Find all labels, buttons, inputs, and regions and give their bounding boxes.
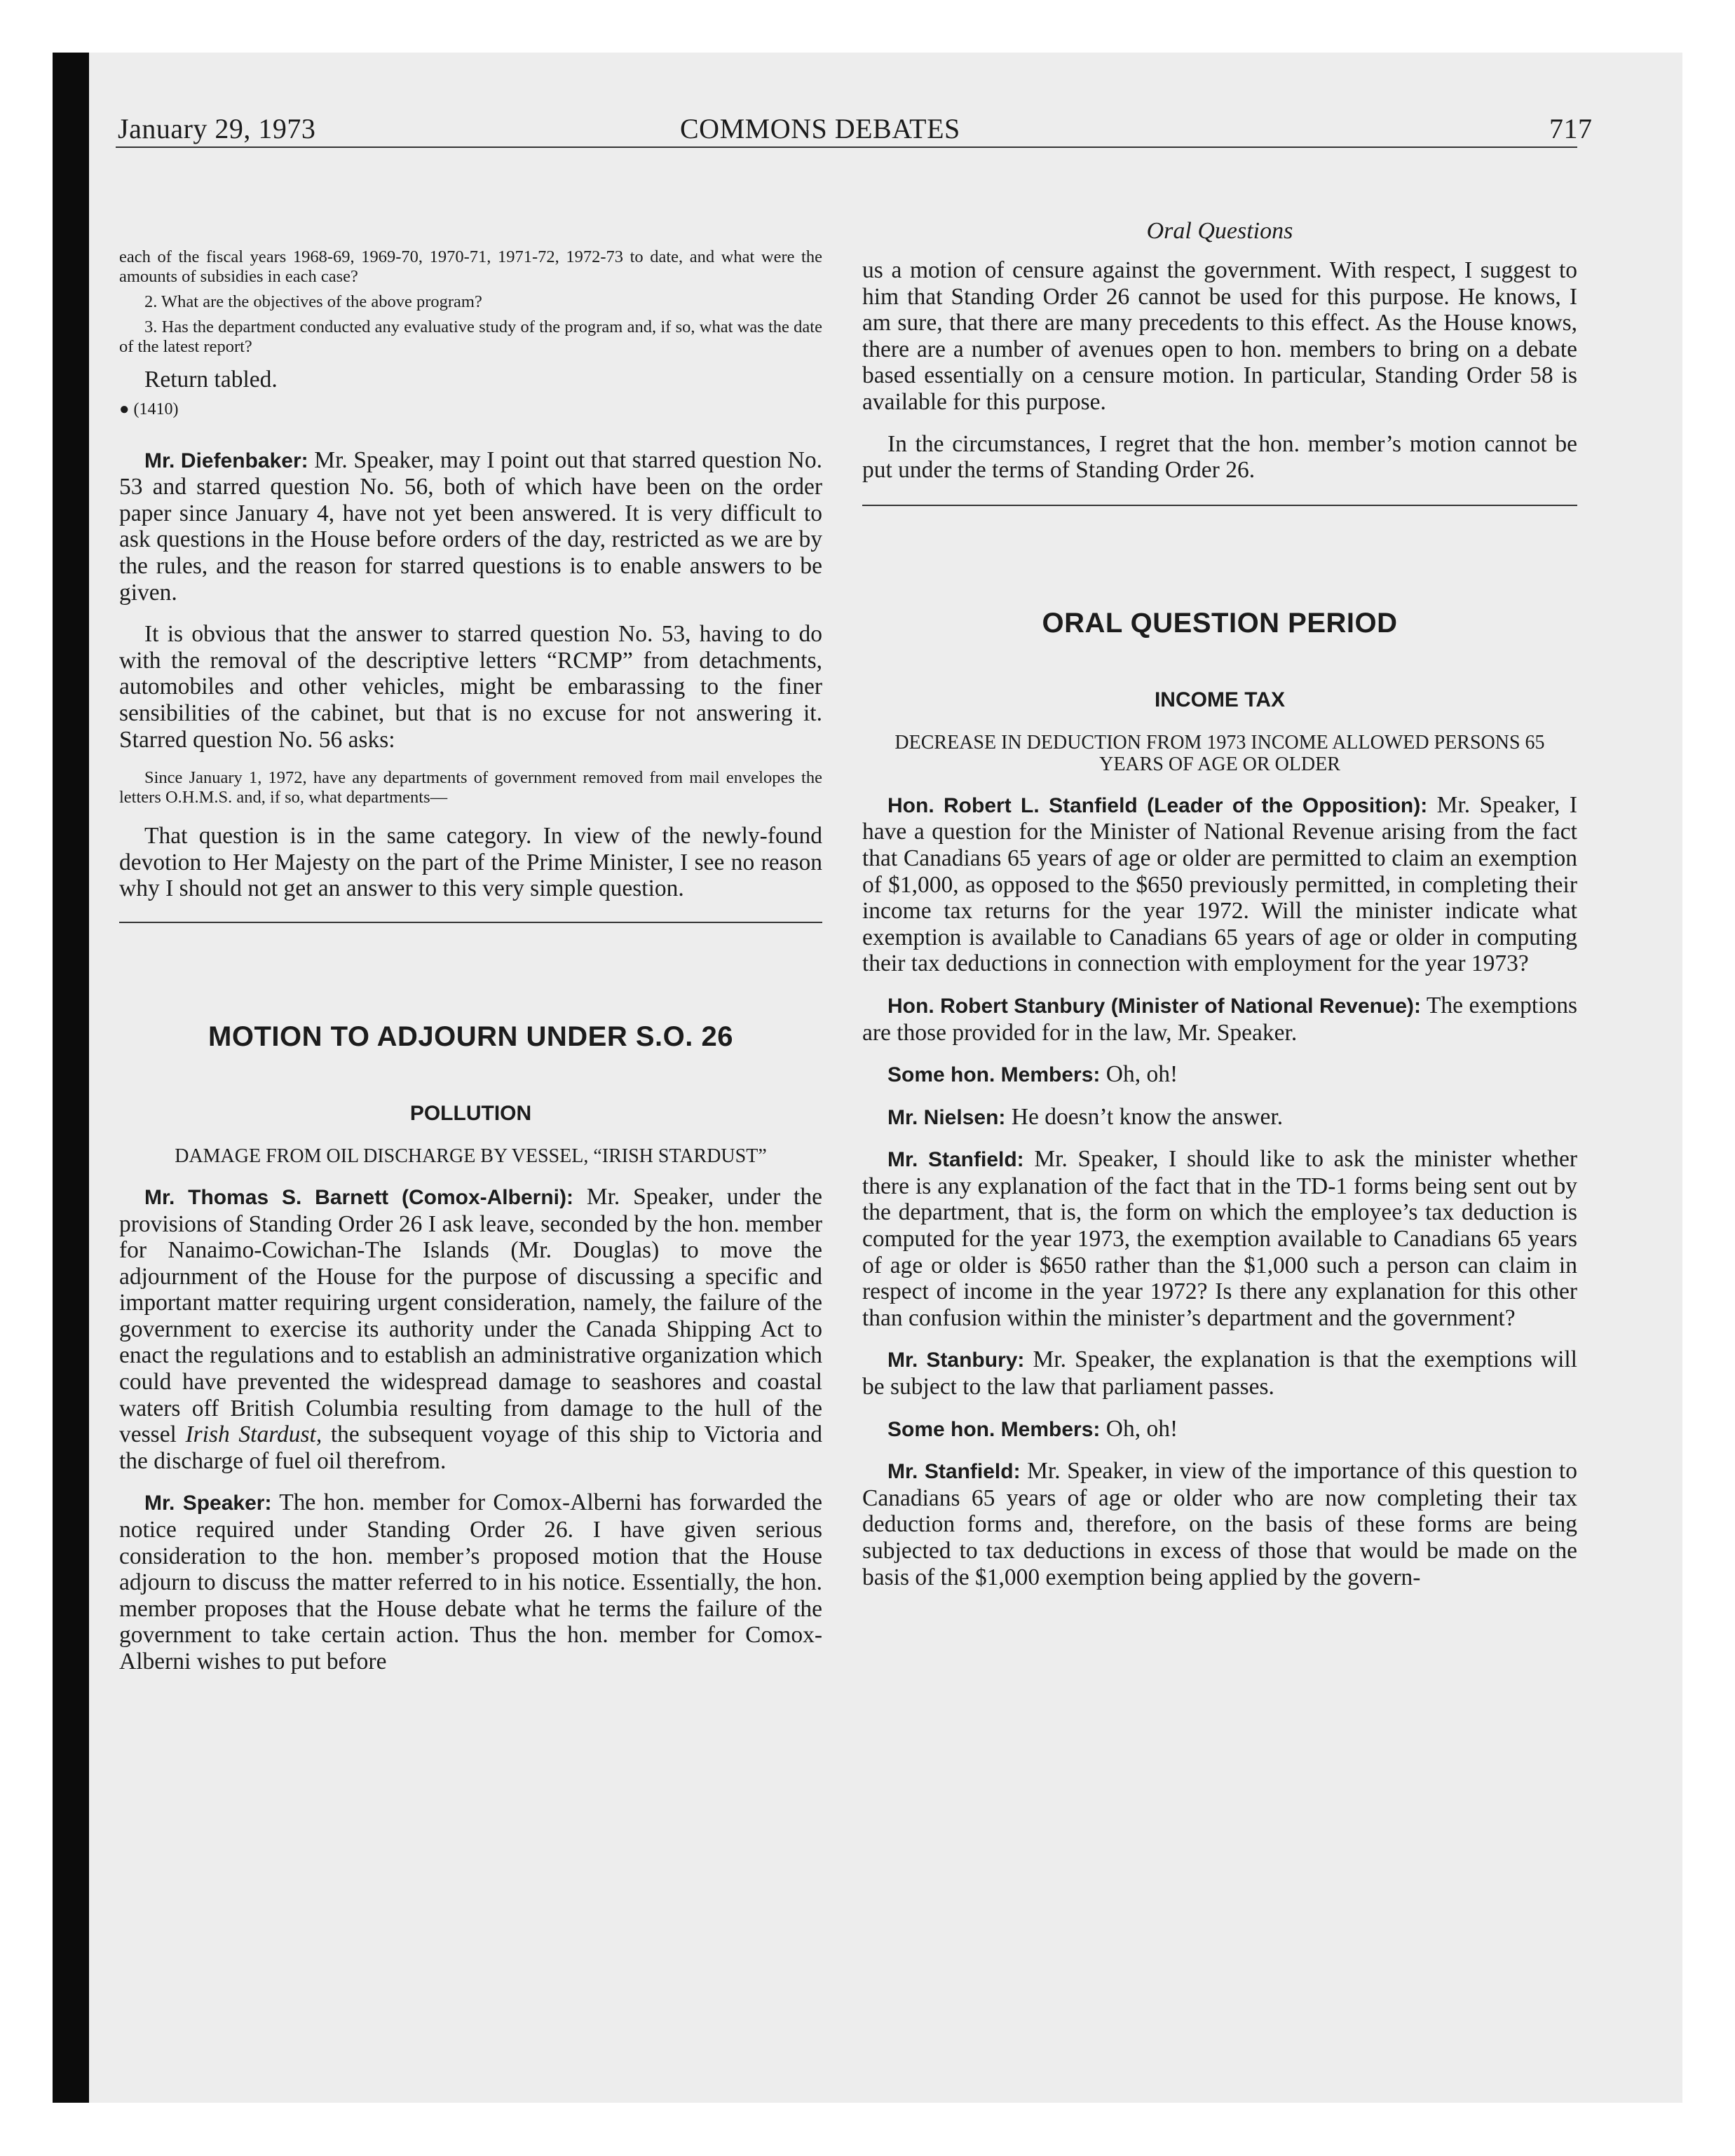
paragraph (862, 1104, 1577, 1131)
paragraph (119, 1184, 822, 1475)
right-column (862, 165, 1577, 1606)
speech-text: Mr. Speaker, the explanation is that the exemptions will be subject to the law that parliament passes. (862, 1346, 1577, 1400)
sub-subheading: DAMAGE FROM OIL DISCHARGE BY VESSEL, “IRISH STARDUST” (175, 1145, 767, 1167)
paragraph (862, 1061, 1577, 1089)
header-title: COMMONS DEBATES (680, 113, 960, 144)
paragraph: That question is in the same category. In view of the newly-found devotion to Her Majesty on the part of the Prime Minister, I see no reason why I should not get an answer to this very simple question. (119, 823, 822, 902)
section-heading: ORAL QUESTION PERIOD (1042, 607, 1398, 639)
speech-text: Mr. Speaker, I should like to ask the minister whether there is any explanation of the fact that in the TD-1 forms being sent out by the department, that is, the form on which the employee’s tax deduction is computed for the year 1973, the exemption available to Canadians 65 years of age or older is $650 rather than the $1,000 such a person can claim in respect of income in the year 1972? Is there any explanation for this other than confusion within the minister’s department and the government? (862, 1146, 1577, 1331)
paragraph (862, 1458, 1577, 1590)
speech-text: He doesn’t know the answer. (1005, 1103, 1284, 1130)
question-text: each of the fiscal years 1968-69, 1969-70, 1970-71, 1971-72, 1972-73 to date, and what were the amounts of subsidies in each case? (119, 247, 822, 286)
speech-text: Oh, oh! (1100, 1061, 1178, 1088)
section-heading: MOTION TO ADJOURN UNDER S.O. 26 (208, 1021, 733, 1052)
paragraph (119, 447, 822, 606)
paragraph (119, 1489, 822, 1674)
speaker-name: Mr. Stanfield: (887, 1148, 1024, 1172)
speaker-name: Hon. Robert L. Stanfield (Leader of the Opposition): (887, 793, 1428, 817)
speaker-name: Mr. Speaker: (144, 1492, 272, 1515)
paragraph (862, 792, 1577, 977)
speech-text: Oh, oh! (1100, 1415, 1178, 1442)
speaker-name: Mr. Stanfield: (887, 1460, 1021, 1484)
speaker-name: Mr. Nielsen: (887, 1105, 1006, 1129)
paragraph (862, 992, 1577, 1046)
running-head: Oral Questions (1146, 218, 1293, 244)
block-quote: Since January 1, 1972, have any departments of government removed from mail envelopes the letters O.H.M.S. and, if so, what departments— (119, 768, 822, 807)
header-date: January 29, 1973 (118, 113, 316, 144)
time-marker (119, 400, 822, 419)
speech-text: Mr. Speaker, may I point out that starred question No. 53 and starred question No. 56, both of which have been on the order paper since January 4, have not yet been answered. It is very difficult to ask questions in the House before orders of the day, restricted as we are by the rules, and the reason for starred questions is to enable answers to be given. (119, 446, 822, 606)
speaker-name: Some hon. Members: (887, 1063, 1101, 1087)
subheading: POLLUTION (409, 1101, 532, 1125)
header-rule (116, 146, 1577, 148)
paragraph: In the circumstances, I regret that the hon. member’s motion cannot be put under the terms of Standing Order 26. (862, 430, 1577, 484)
sub-subheading: DECREASE IN DEDUCTION FROM 1973 INCOME ALLOWED PERSONS 65 YEARS OF AGE OR OLDER (894, 731, 1545, 775)
left-column (119, 165, 822, 1691)
question-item-3: 3. Has the department conducted any evaluative study of the program and, if so, what was the date of the latest report? (119, 318, 822, 356)
speech-text: Mr. Speaker, I have a question for the Minister of National Revenue arising from the fact that Canadians 65 years of age or older are permitted to claim an exemption of $1,000, as opposed to the $650 previously permitted, in completing their income tax returns for the year 1972. Will the minister indicate what exemption is available to Canadians 65 years of age or older in computing their tax deductions in connection with employment for the year 1973? (862, 791, 1577, 977)
subheading: INCOME TAX (1154, 688, 1286, 711)
speech-text: The hon. member for Comox-Alberni has forwarded the notice required under Standing Order 26. I have given serious consideration to the hon. member’s proposed motion that the House adjourn to discuss the matter referred to in his notice. Essentially, the hon. member proposes that the House debate what he terms the failure of the government to take certain action. Thus the hon. member for Comox-Alberni wishes to put before (119, 1489, 822, 1674)
section-rule (119, 922, 822, 923)
paragraph: It is obvious that the answer to starred question No. 53, having to do with the removal of the descriptive letters “RCMP” from detachments, automobiles and other vehicles, might be embarassing to the finer sensibilities of the cabinet, but that is no excuse for not answering it. Starred question No. 56 asks: (119, 621, 822, 753)
speaker-name: Mr. Stanbury: (887, 1349, 1025, 1372)
paragraph: us a motion of censure against the government. With respect, I suggest to him that Standing Order 26 cannot be used for this purpose. He knows, I am sure, that there are many precedents to this effect. As the House knows, there are a number of avenues open to hon. members to bring on a debate based essentially on a censure motion. In particular, Standing Order 58 is available for this purpose. (862, 257, 1577, 415)
bullet-icon: ● (119, 400, 130, 418)
header-page-number: 717 (1549, 113, 1593, 144)
speech-text: Mr. Speaker, in view of the importance of this question to Canadians 65 years of age or older who are now completing their tax deduction forms and, therefore, on the basis of these forms are being subjected to tax deductions in excess of those that would be made on the basis of the $1,000 exemption being applied by the govern- (862, 1458, 1577, 1590)
return-tabled: Return tabled. (144, 367, 278, 393)
paragraph (862, 1146, 1577, 1331)
vessel-name: Irish Stardust, (185, 1421, 322, 1448)
question-item-2: 2. What are the objectives of the above program? (144, 292, 482, 311)
scan-edge-shadow (53, 53, 89, 2103)
paragraph (862, 1416, 1577, 1443)
speaker-name: Mr. Diefenbaker: (144, 449, 308, 472)
paragraph (862, 1346, 1577, 1400)
time-marker-label: (1410) (133, 400, 179, 418)
speech-text: The exemptions are those provided for in the law, Mr. Speaker. (862, 992, 1577, 1046)
speaker-name: Some hon. Members: (887, 1417, 1101, 1441)
speech-text: Mr. Speaker, under the provisions of Standing Order 26 I ask leave, seconded by the hon. member for Nanaimo-Cowichan-The Islands (Mr. Douglas) to move the adjournment of the House for the purpose of discussing a specific and important matter requiring urgent consideration, namely, the failure of the government to exercise its authority under the Canada Shipping Act to enact the regulations and to establish an administrative organization which could have prevented the widespread damage to seashores and coastal waters off British Columbia resulting from damage to the hull of the vessel (119, 1183, 822, 1448)
speech-text: the subsequent voyage of this ship to Victoria and the discharge of fuel oil therefrom. (119, 1421, 822, 1474)
speaker-name: Hon. Robert Stanbury (Minister of National Revenue): (887, 994, 1421, 1018)
speaker-name: Mr. Thomas S. Barnett (Comox-Alberni): (144, 1185, 573, 1209)
section-rule (862, 505, 1577, 506)
